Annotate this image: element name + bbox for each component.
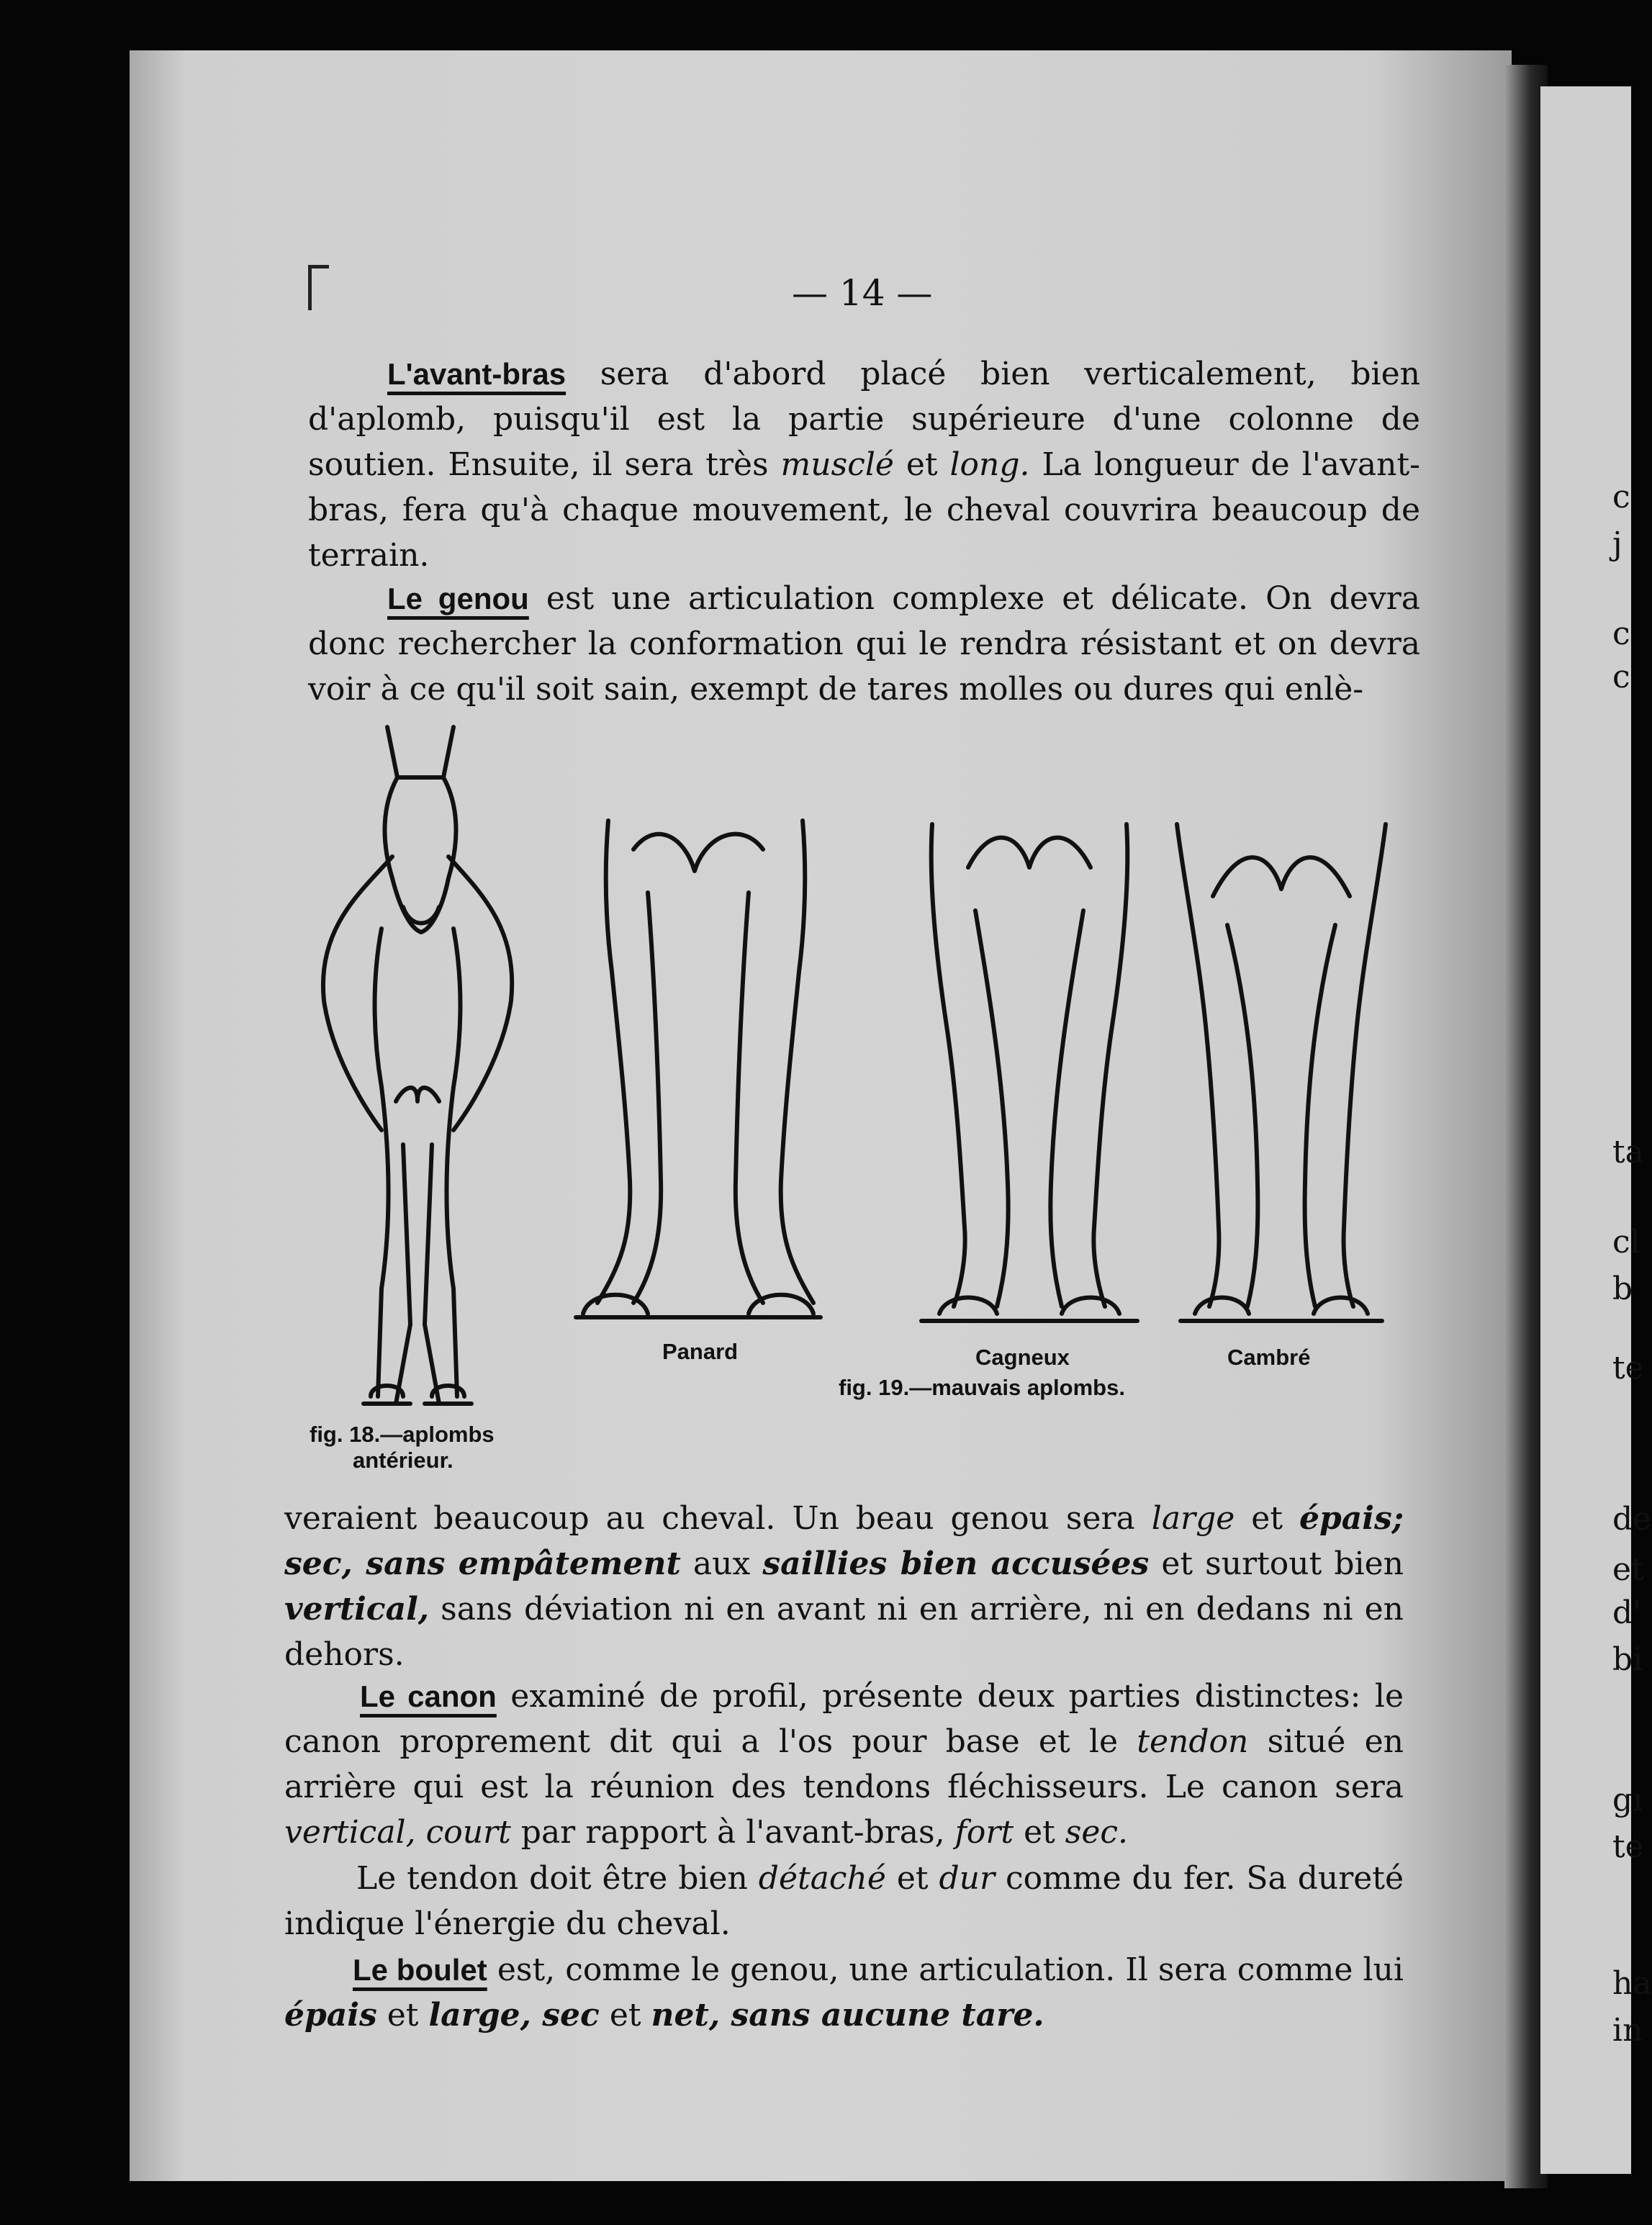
next-page-fragment: j [1612, 525, 1622, 562]
italic-text: épais; sec, sans empâtement [284, 1500, 1404, 1582]
text: et [885, 1860, 939, 1897]
next-page-fragment: ta [1612, 1134, 1644, 1170]
italic-text: sec. [1065, 1814, 1129, 1851]
page-number: — 14 — [792, 272, 933, 314]
next-page-fragment: et [1612, 1551, 1644, 1588]
next-page-fragment: te [1612, 1828, 1644, 1865]
caption-line: antérieur. [353, 1448, 453, 1473]
next-page-fragment: cl [1612, 1224, 1640, 1260]
italic-text: musclé [780, 446, 894, 483]
next-page-fragment: c [1612, 615, 1630, 652]
text: et surtout bien [1149, 1545, 1404, 1582]
italic-text: vertical, court [284, 1814, 511, 1851]
heading-boulet: Le boulet [353, 1953, 487, 1987]
caption-line: fig. 18.—aplombs [310, 1422, 495, 1447]
text: veraient beaucoup au cheval. Un beau genou sera [284, 1500, 1152, 1537]
fig19-caption: fig. 19.—mauvais aplombs. [839, 1375, 1125, 1400]
text: sera d'abord placé bien verticalement, bien d'aplomb, puisqu'il est la partie supérieure d'une colonne de soutien. Ensuite, il sera très [308, 356, 1420, 483]
italic-text: long. [949, 446, 1030, 483]
italic-text: tendon [1137, 1723, 1249, 1760]
next-page-fragment: c [1612, 659, 1630, 695]
text: par rapport à l'avant-bras, [510, 1814, 955, 1851]
text: examiné de profil, présente deux parties distinctes: le canon proprement dit qui a l'os pour base et le [284, 1678, 1404, 1760]
figure-19-cagneux-legs [918, 810, 1141, 1332]
text: et [893, 446, 950, 483]
next-page-fragment: ha [1612, 1965, 1652, 2002]
italic-text: dur [939, 1860, 996, 1897]
text: est une articulation complexe et délicate. On devra donc rechercher la conformation qui le rendra résistant et on devra voir à ce qu'il soit sain, exempt de tares molles ou dures qui enlè- [308, 580, 1420, 708]
italic-text: détaché [758, 1860, 886, 1897]
text: situé en arrière qui est la réunion des tendons fléchisseurs. Le canon sera [284, 1723, 1404, 1805]
next-page-fragment: de [1612, 1501, 1652, 1538]
next-page-fragment: bi [1612, 1641, 1643, 1678]
italic-text: épais [284, 1997, 377, 2034]
italic-text: fort [954, 1814, 1014, 1851]
text: et [1014, 1814, 1065, 1851]
heading-avant-bras: L'avant-bras [387, 357, 567, 391]
next-page-fragment: te [1612, 1350, 1644, 1386]
label-panard: Panard [662, 1339, 739, 1364]
text: et [1235, 1500, 1299, 1537]
heading-genou: Le genou [387, 582, 529, 615]
italic-text: vertical, [284, 1591, 430, 1628]
italic-text: large [1151, 1500, 1235, 1537]
paragraph-boulet [284, 1947, 1404, 2038]
label-cagneux: Cagneux [975, 1345, 1070, 1370]
next-page-fragment: b [1612, 1271, 1633, 1307]
figure-18-horse-front [302, 713, 533, 1432]
text: La longueur de l'avant-bras, fera qu'à chaque mouvement, le cheval couvrira beaucoup de terrain. [308, 446, 1420, 574]
next-page-fragment: gı [1612, 1782, 1643, 1818]
corner-mark [308, 265, 329, 310]
paragraph-genou-cont [284, 1496, 1404, 1677]
italic-text: large, sec [428, 1997, 600, 2034]
text: sans déviation ni en avant ni en arrière, ni en dedans ni en dehors. [284, 1591, 1404, 1673]
text: Le tendon doit être bien [356, 1860, 759, 1897]
text: est, comme le genou, une articulation. Il sera comme lui [487, 1951, 1404, 1988]
next-page-fragment: c [1612, 479, 1630, 515]
paragraph-genou [308, 576, 1420, 712]
italic-text: net, sans aucune tare. [651, 1997, 1044, 2034]
paragraph-avant-bras [308, 351, 1420, 578]
figure-19-cambre-legs [1170, 810, 1393, 1332]
text: et [376, 1997, 429, 2034]
next-page-fragment: in [1612, 2012, 1643, 2049]
fig18-caption [310, 1422, 495, 1473]
text: comme du fer. Sa dureté indique l'énergie du cheval. [284, 1860, 1404, 1942]
paragraph-tendon [284, 1856, 1404, 1946]
italic-text: saillies bien accusées [762, 1545, 1150, 1582]
text: aux [680, 1545, 763, 1582]
next-page-fragment: d' [1612, 1594, 1642, 1631]
label-cambre: Cambré [1227, 1345, 1311, 1370]
paragraph-canon [284, 1674, 1404, 1855]
figure-19-panard-legs [569, 806, 828, 1332]
text: et [599, 1997, 651, 2034]
heading-canon: Le canon [360, 1679, 497, 1713]
